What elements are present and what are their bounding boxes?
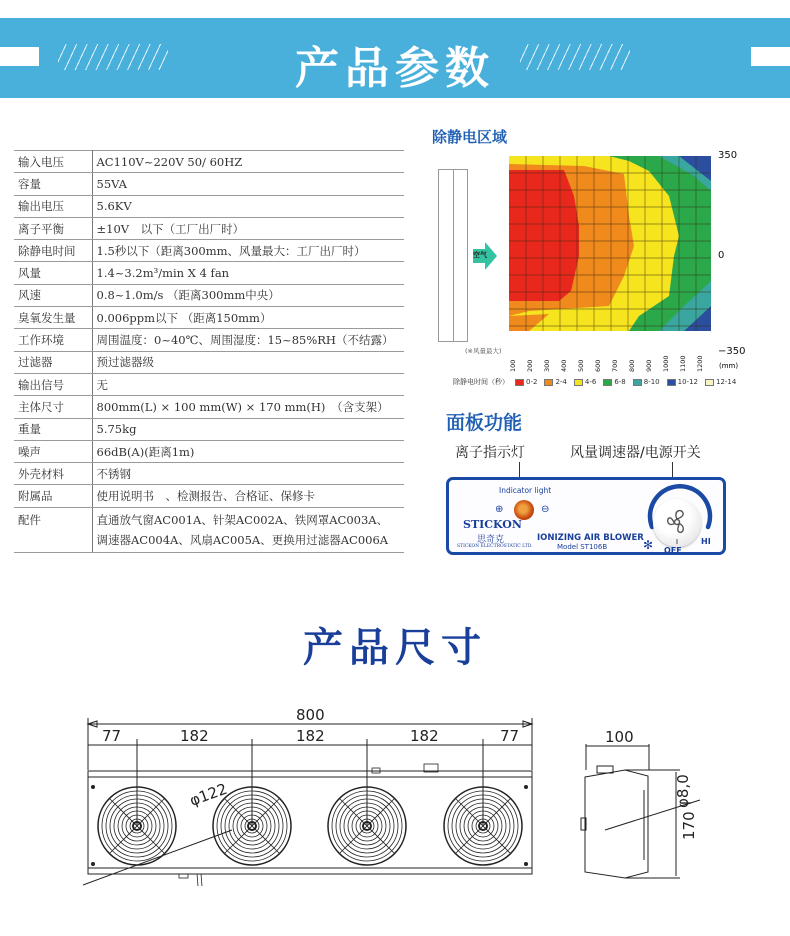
dim-seg-2: 182 [180,727,209,745]
legend-swatch [515,379,524,386]
dim-seg-4: 182 [410,727,439,745]
spec-value [92,507,404,552]
spec-value: 无 [92,373,404,395]
legend-swatch [603,379,612,386]
wind-note: (※风量最大) [465,347,502,355]
spec-value: 使用说明书 、检测报告、合格证、保修卡 [92,485,404,507]
x-unit: (mm) [719,362,739,370]
legend-label-item: 0-2 [526,378,538,386]
x-tick: 1200 [696,355,704,372]
spec-value: 800mm(L) × 100 mm(W) × 170 mm(H) （含支架） [92,396,404,418]
banner-hatch-right [520,44,630,70]
model-number: Model ST106B [557,543,608,551]
spec-key: 风量 [14,262,92,284]
dim-side-width: 100 [605,728,634,746]
brand-cn: 思奇克 [477,535,505,545]
spec-value: 1.5秒以下（距离300mm、风量最大：工厂出厂时） [92,240,404,262]
spec-key: 输入电压 [14,151,92,173]
fan-guard-icon [328,787,406,865]
x-tick: 800 [628,359,636,372]
legend-swatch [544,379,553,386]
spec-table [14,150,404,553]
legend-swatch [633,379,642,386]
legend-label-item: 8-10 [643,378,660,386]
legend-swatch [574,379,583,386]
indicator-text: Indicator light [499,486,552,495]
air-label: 空气 [473,251,487,259]
x-tick: 400 [560,359,568,372]
product-name: IONIZING AIR BLOWER [537,533,644,543]
callout-indicator: 离子指示灯 [455,445,525,461]
legend-item [705,378,736,386]
dim-side-hole: φ8,0 [674,774,692,808]
legend-item [574,378,596,386]
legend-label-item: 2-4 [555,378,567,386]
spec-key: 主体尺寸 [14,396,92,418]
spec-row [14,373,404,395]
minus-icon: ⊖ [541,504,550,515]
legend-item [603,378,625,386]
x-axis-ticks [505,357,715,373]
dim-total: 800 [296,706,325,724]
x-tick: 700 [611,359,619,372]
panel-title: 面板功能 [446,412,523,434]
spec-row [14,329,404,351]
spec-value: 66dB(A)(距离1m) [92,440,404,462]
spec-row [14,262,404,284]
spec-value: 预过滤器级 [92,351,404,373]
brand-logo: STICKON [463,518,522,531]
spec-key: 外壳材料 [14,463,92,485]
spec-value: 5.6KV [92,195,404,217]
plus-icon: ⊕ [495,504,504,515]
spec-row [14,351,404,373]
legend-swatch [667,379,676,386]
device-side-outline [438,169,468,342]
spec-key: 输出电压 [14,195,92,217]
heatmap [509,156,711,331]
spec-value: 周围温度：0~40℃、周围湿度：15~85%RH（不结露） [92,329,404,351]
x-tick: 900 [645,359,653,372]
legend-swatch [705,379,714,386]
x-tick: 300 [543,359,551,372]
low-speed-fan-icon: ✻ [643,538,654,552]
spec-key: 噪声 [14,440,92,462]
fan-guard-icon [98,787,176,865]
spec-value: 不锈钢 [92,463,404,485]
y-tick-bottom: −350 [718,346,746,357]
dimension-drawing [0,700,790,936]
spec-key: 过滤器 [14,351,92,373]
legend-item [544,378,566,386]
spec-row [14,507,404,552]
legend-label-item: 10-12 [677,378,698,386]
x-tick: 1000 [662,355,670,372]
spec-value: 1.4~3.2m³/min X 4 fan [92,262,404,284]
spec-key: 输出信号 [14,373,92,395]
spec-key: 重量 [14,418,92,440]
fan-icon [653,499,701,547]
callout-speed-switch: 风量调速器/电源开关 [570,445,701,461]
spec-value-line: 直通放气窗AC001A、针架AC002A、铁网罩AC003A、 [96,512,389,527]
x-tick: 500 [577,359,585,372]
legend-label: 除静电时间（秒） [453,378,509,386]
off-label: OFF [664,546,682,555]
control-panel [446,477,726,555]
hi-label: HI [701,537,711,546]
section-banner [0,18,790,98]
spec-row [14,284,404,306]
spec-key: 配件 [14,507,92,552]
spec-key: 除静电时间 [14,240,92,262]
spec-value-line: 调速器AC004A、风扇AC005A、更换用过滤器AC006A [96,532,389,547]
spec-value: AC110V~220V 50/ 60HZ [92,151,404,173]
spec-row [14,217,404,239]
legend-label-item: 6-8 [614,378,626,386]
banner-title: 产品参数 [295,43,495,94]
legend-label-item: 12-14 [715,378,737,386]
speed-knob[interactable] [653,499,701,547]
legend-item [633,378,660,386]
spec-value: 0.006ppm以下 （距离150mm） [92,307,404,329]
spec-row [14,240,404,262]
spec-row [14,173,404,195]
spec-row [14,151,404,173]
dim-fan-diameter: φ122 [187,779,230,810]
chart-title: 除静电区域 [432,128,508,146]
spec-value: 55VA [92,173,404,195]
spec-key: 离子平衡 [14,217,92,239]
spec-value: 5.75kg [92,418,404,440]
spec-row [14,307,404,329]
spec-key: 工作环境 [14,329,92,351]
legend-item [515,378,537,386]
y-tick-mid: 0 [718,250,725,261]
spec-key: 风速 [14,284,92,306]
spec-row [14,418,404,440]
spec-value: 0.8~1.0m/s （距离300mm中央） [92,284,404,306]
x-tick: 600 [594,359,602,372]
dim-side-height: 170 [680,811,698,840]
chart-legend [453,377,736,387]
spec-row [14,485,404,507]
dim-seg-3: 182 [296,727,325,745]
legend-label-item: 4-6 [584,378,597,386]
spec-key: 臭氧发生量 [14,307,92,329]
y-tick-top: 350 [718,150,738,161]
fan-guard-icon [444,787,522,865]
spec-value: ±10V 以下（工厂出厂时） [92,217,404,239]
spec-row [14,396,404,418]
dimensions-title: 产品尺寸 [303,625,487,671]
x-tick: 100 [509,359,517,372]
brand-subtitle: STICKON ELECTROSTATIC LTD. [457,544,533,549]
dim-seg-1: 77 [102,727,122,745]
fan-guard-icon [213,787,291,865]
spec-key: 附属品 [14,485,92,507]
legend-item [667,378,698,386]
spec-row [14,195,404,217]
spec-row [14,440,404,462]
indicator-led [514,500,534,520]
x-tick: 200 [526,359,534,372]
spec-key: 容量 [14,173,92,195]
dim-seg-5: 77 [500,727,520,745]
spec-row [14,463,404,485]
x-tick: 1100 [679,355,687,372]
